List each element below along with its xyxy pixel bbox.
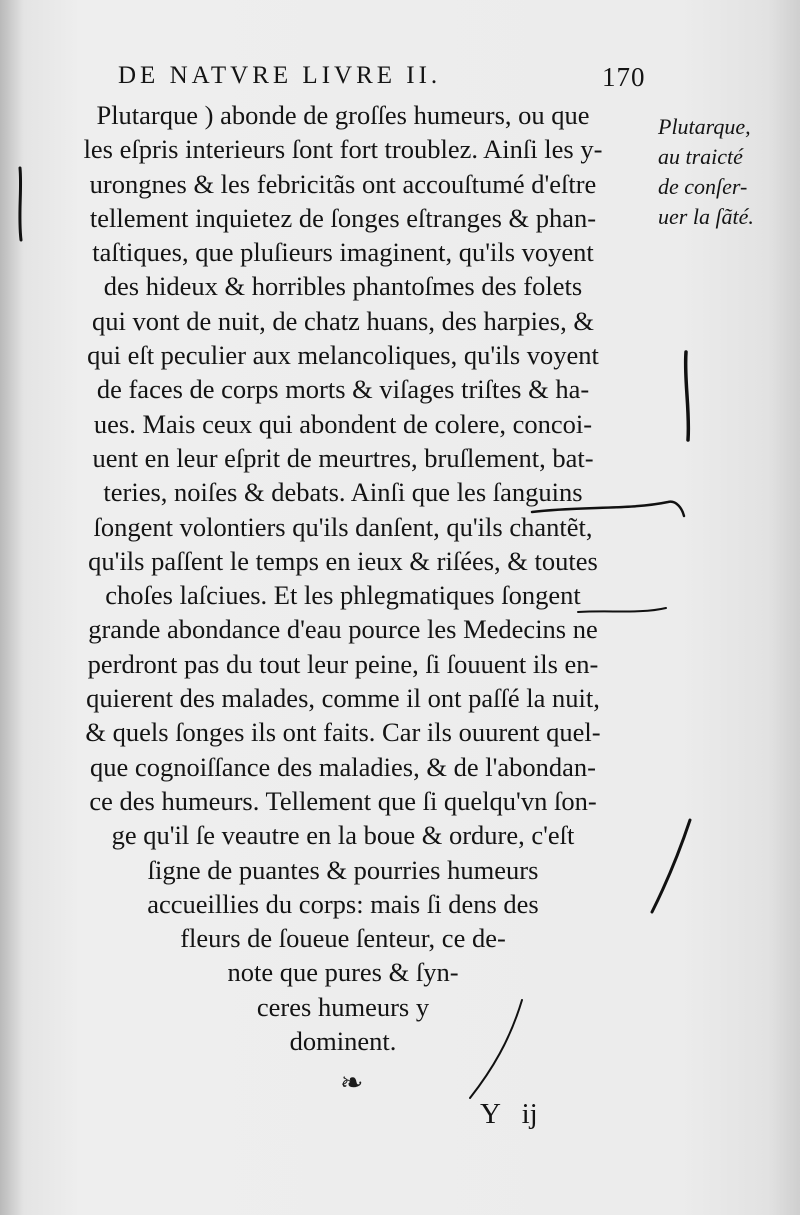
text-line xyxy=(18,1024,668,1058)
text-line-content: ſongent volontiers qu'ils danſent, qu'ils chantẽt, xyxy=(93,511,593,542)
text-line-content: ſigne de puantes & pourries humeurs xyxy=(147,854,539,885)
fleuron-ornament-icon: ❧ xyxy=(340,1066,364,1099)
text-line xyxy=(18,201,668,235)
text-line xyxy=(18,578,668,612)
text-line xyxy=(18,441,668,475)
text-line-content: & quels ſonges ils ont faits. Car ils ouurent quel- xyxy=(85,717,601,748)
margin-note-line: de conſer- xyxy=(658,174,748,199)
text-line-content: uent en leur eſprit de meurtres, bruſlement, bat- xyxy=(92,442,594,473)
text-line xyxy=(18,715,668,749)
text-line xyxy=(18,372,668,406)
text-line-content: qu'ils paſſent le temps en ieux & riſées, & toutes xyxy=(88,545,598,576)
text-line xyxy=(18,853,668,887)
text-line-content: Plutarque ) abonde de groſſes humeurs, ou que xyxy=(96,100,590,130)
margin-note-line: Plutarque, xyxy=(658,114,751,139)
text-line-content: choſes laſciues. Et les phlegmatiques ſongent xyxy=(105,580,581,611)
text-line-content: de faces de corps morts & viſages triſtes & ha- xyxy=(96,374,590,405)
text-line xyxy=(18,510,668,544)
text-line-content: accueillies du corps: mais ſi dens des xyxy=(147,888,539,919)
text-line xyxy=(18,235,668,269)
text-line xyxy=(18,98,668,132)
text-line-content: grande abondance d'eau pource les Medecins ne xyxy=(88,614,598,645)
page-header xyxy=(0,62,800,102)
text-line xyxy=(18,990,668,1024)
text-line-content: qui eſt peculier aux melancoliques, qu'ils voyent xyxy=(87,340,599,371)
running-title: DE NATVRE LIVRE II. xyxy=(118,62,442,89)
text-line xyxy=(18,887,668,921)
text-line xyxy=(18,955,668,989)
text-line xyxy=(18,167,668,201)
text-line-content: taſtiques, que pluſieurs imaginent, qu'ils voyent xyxy=(92,237,594,268)
margin-stroke-right xyxy=(686,352,689,440)
text-line xyxy=(18,647,668,681)
text-line xyxy=(18,407,668,441)
text-line-content: teries, noiſes & debats. Ainſi que les ſanguins xyxy=(103,477,583,508)
text-line-content: dominent. xyxy=(289,1026,397,1057)
signature-mark: Y ij xyxy=(480,1098,538,1130)
text-line xyxy=(18,750,668,784)
text-line xyxy=(18,132,668,166)
text-line xyxy=(18,784,668,818)
text-line xyxy=(18,338,668,372)
text-line-content: tellement inquietez de ſonges eſtranges & phan- xyxy=(89,202,597,233)
text-line xyxy=(18,544,668,578)
margin-note-line: au traicté xyxy=(658,144,743,169)
text-line xyxy=(18,921,668,955)
text-line-content: ge qu'il ſe veautre en la boue & ordure, c'eſt xyxy=(111,820,575,851)
text-line-content: les eſpris interieurs ſont fort troublez. Ainſi les y- xyxy=(83,134,603,165)
text-line xyxy=(18,304,668,338)
text-line-content: que cognoiſſance des maladies, & de l'abondan- xyxy=(90,751,596,782)
text-line-content: ues. Mais ceux qui abondent de colere, concoi- xyxy=(93,408,593,439)
main-text-block xyxy=(18,98,668,1058)
text-line xyxy=(18,612,668,646)
text-line-content: urongnes & les febricitãs ont accouſtumé d'eſtre xyxy=(89,168,597,199)
margin-note xyxy=(658,112,798,232)
text-line xyxy=(18,475,668,509)
text-line-content: fleurs de ſoueue ſenteur, ce de- xyxy=(180,923,506,954)
page-number: 170 xyxy=(602,62,646,92)
text-line-content: ce des humeurs. Tellement que ſi quelqu'vn ſon- xyxy=(89,785,597,816)
margin-note-line: uer la ſãté. xyxy=(658,204,754,229)
text-line-content: ceres humeurs y xyxy=(256,991,430,1022)
text-line-content: note que pures & ſyn- xyxy=(227,957,459,988)
text-line-content: perdront pas du tout leur peine, ſi ſouuent ils en- xyxy=(87,648,599,679)
text-line-content: quierent des malades, comme il ont paſſé la nuit, xyxy=(86,683,600,714)
text-line xyxy=(18,818,668,852)
text-line-content: qui vont de nuit, de chatz huans, des harpies, & xyxy=(92,305,594,336)
text-line xyxy=(18,681,668,715)
text-line xyxy=(18,269,668,303)
text-line-content: des hideux & horribles phantoſmes des folets xyxy=(103,271,583,302)
